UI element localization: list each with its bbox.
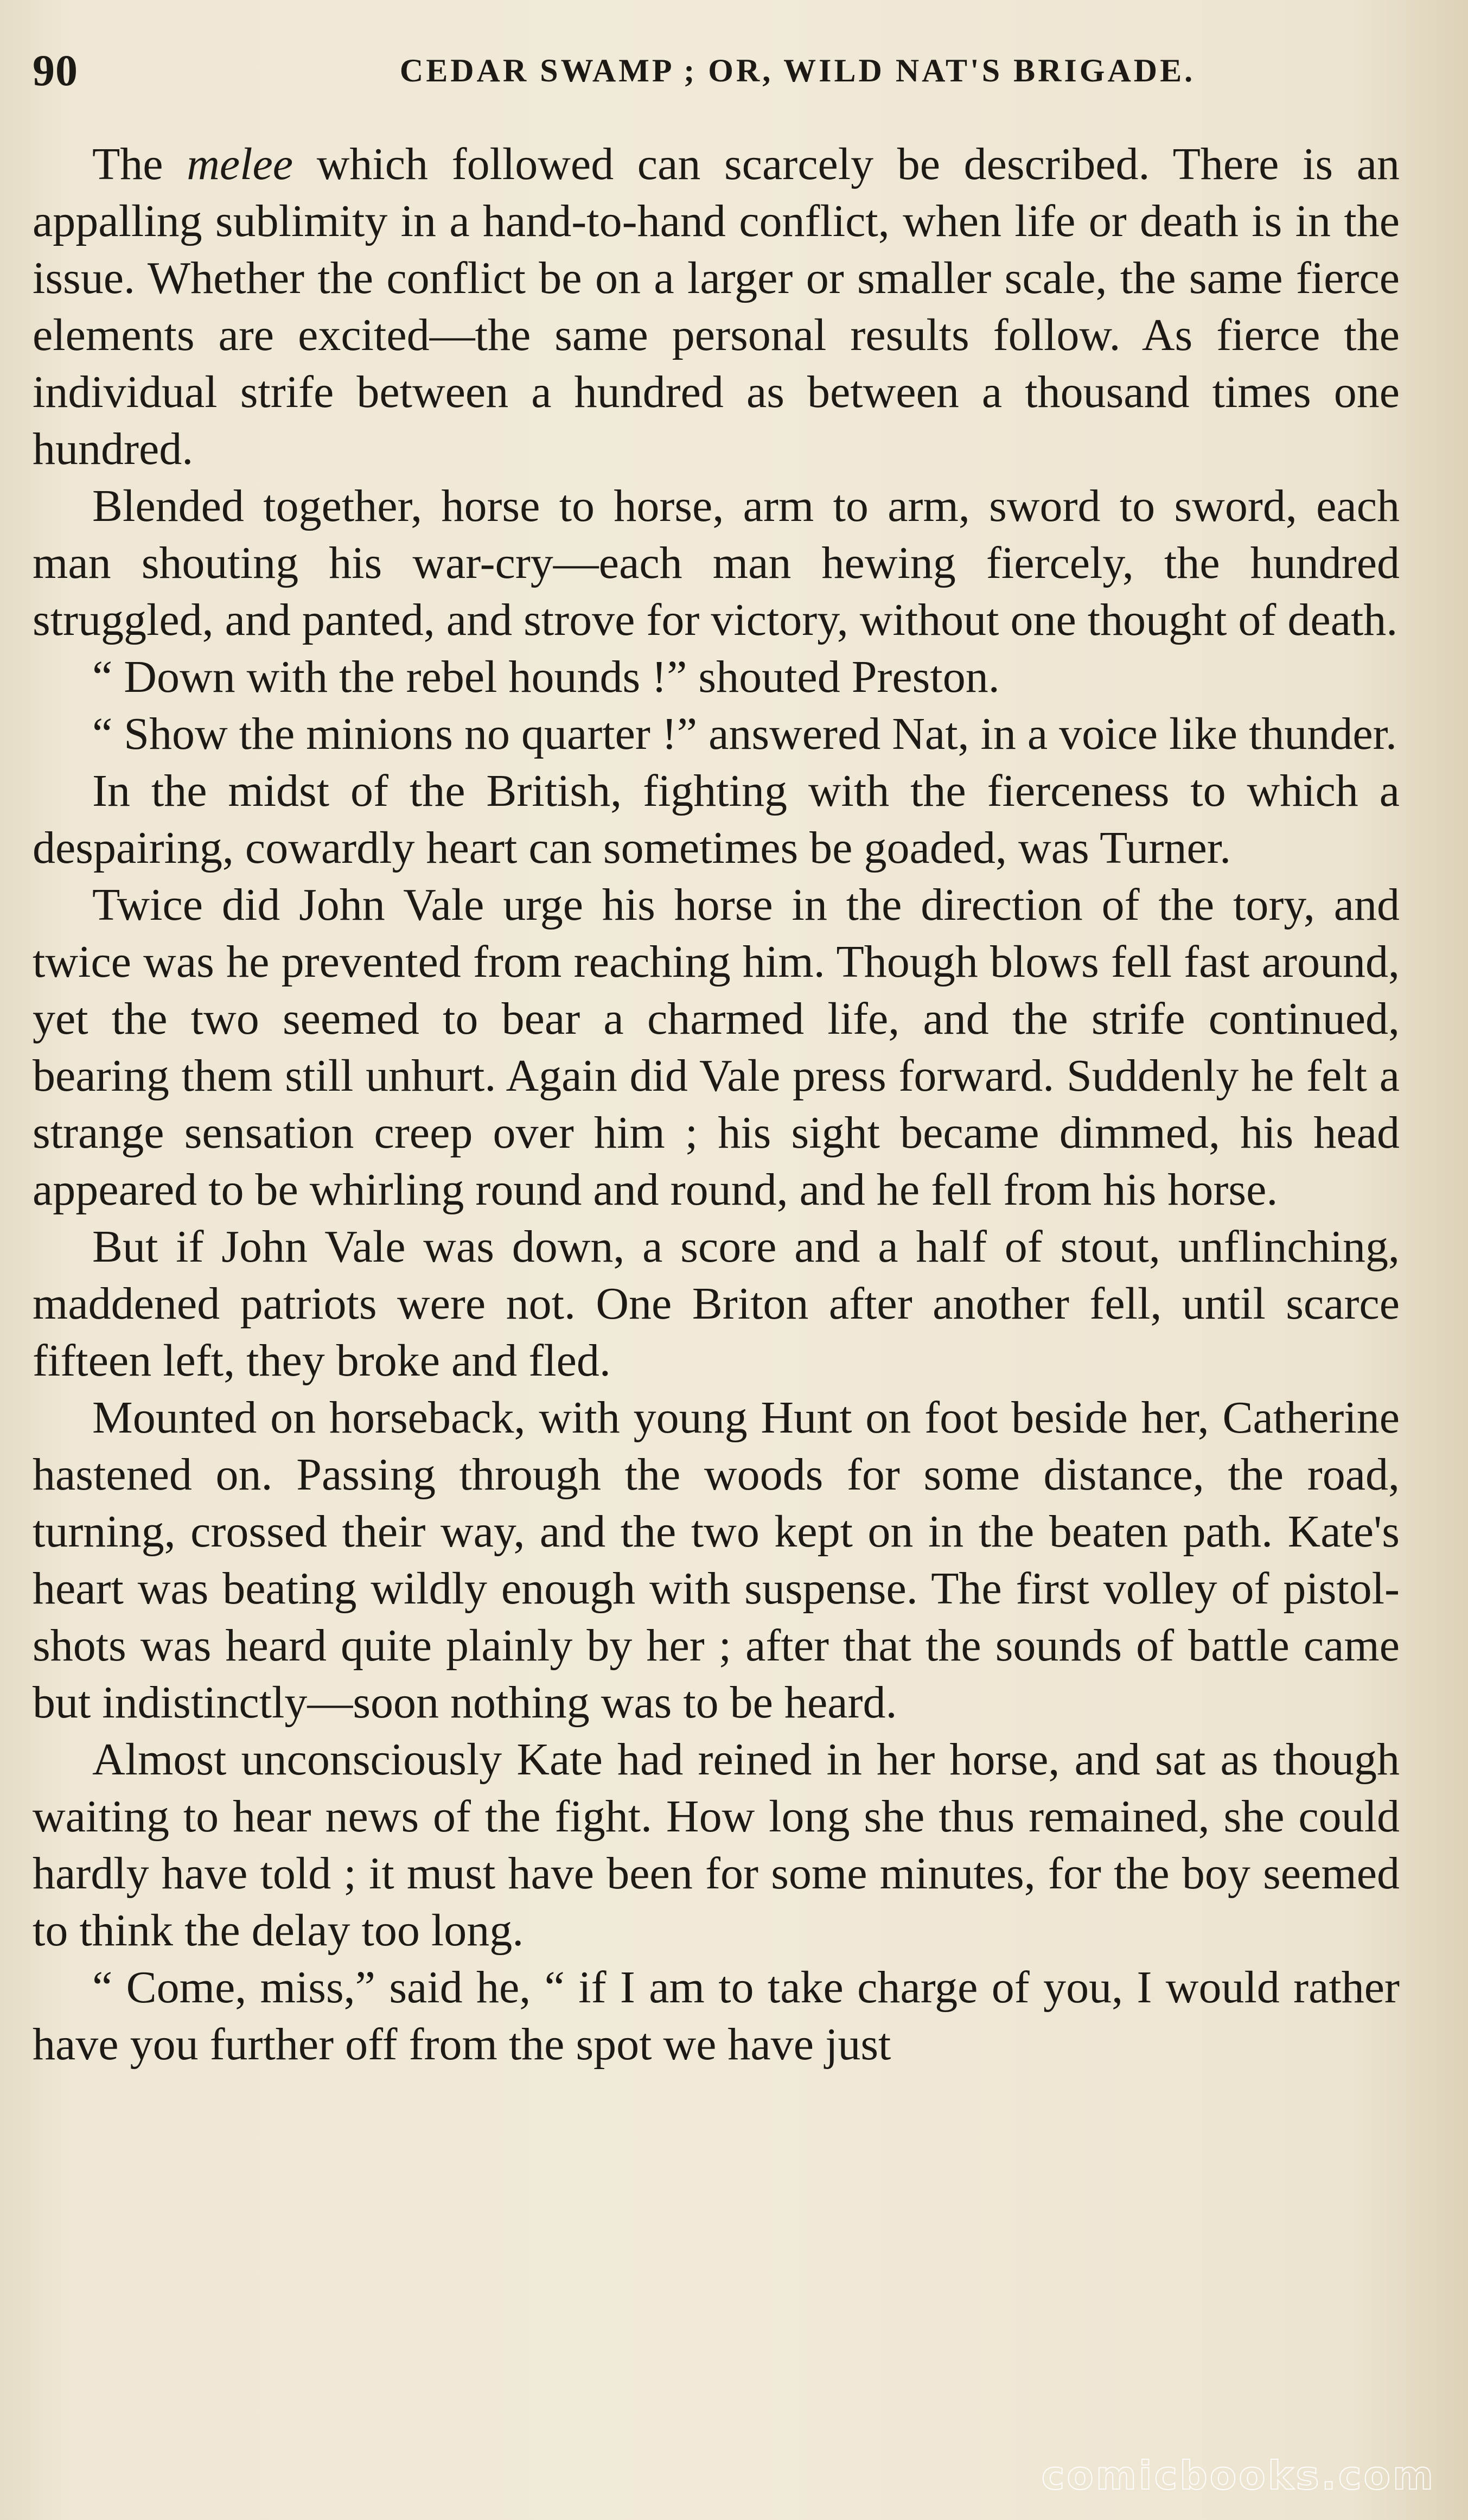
paragraph — [33, 136, 1400, 478]
paragraph: “ Show the minions no quarter !” answered Nat, in a voice like thunder. — [92, 709, 1397, 759]
paragraph-prefix: The — [92, 139, 187, 189]
page-number: 90 — [33, 46, 78, 95]
page-header — [33, 46, 1435, 95]
paragraph: Blended together, horse to horse, arm to arm, sword to sword, each man shouting his war-cry—each man hewing fiercely, the hundred struggled, and panted, and strove for victory, without one thought of death. — [33, 481, 1400, 645]
italic-word: melee — [187, 139, 293, 189]
paragraph: Almost unconsciously Kate had reined in her horse, and sat as though waiting to hear news of the fight. How long she thus remained, she could hardly have told ; it must have been for some minutes, for the boy seemed to think the delay too long. — [33, 1734, 1400, 1956]
paragraph: “ Come, miss,” said he, “ if I am to take charge of you, I would rather have you further off from the spot we have just — [33, 1962, 1400, 2070]
paragraph: In the midst of the British, fighting with the fierceness to which a despairing, cowardly heart can sometimes be goaded, was Turner. — [33, 766, 1400, 873]
watermark: comicbooks.com — [1041, 2453, 1435, 2498]
paragraph: Twice did John Vale urge his horse in the direction of the tory, and twice was he prevented from reaching him. Though blows fell fast around, yet the two seemed to bear a charmed life, and the strife continued, bearing them still unhurt. Again did Vale press forward. Suddenly he felt a strange sensation creep over him ; his sight became dimmed, his head appeared to be whirling round and round, and he fell from his horse. — [33, 880, 1400, 1215]
paragraph: Mounted on horseback, with young Hunt on foot beside her, Catherine hastened on. Passing through the woods for some distance, the road, turning, crossed their way, and the two kept on in the beaten path. Kate's heart was beating wildly enough with suspense. The first volley of pistol-shots was heard quite plainly by her ; after that the sounds of battle came but indistinctly—soon nothing was to be heard. — [33, 1392, 1400, 1728]
running-title: CEDAR SWAMP ; OR, WILD NAT'S BRIGADE. — [399, 53, 1196, 88]
paragraph: “ Down with the rebel hounds !” shouted Preston. — [92, 652, 1000, 702]
paragraph-text: which followed can scarcely be described. There is an appalling sublimity in a hand-to-hand conflict, when life or death is in the issue. Whether the conflict be on a larger or smaller scale, the same fierce elements are excited—the same personal results follow. As fierce the individual strife between a hundred as between a thousand times one hundred. — [33, 139, 1400, 474]
body-text — [33, 136, 1400, 2073]
paragraph: But if John Vale was down, a score and a half of stout, unflinching, maddened patriots were not. One Briton after another fell, until scarce fifteen left, they broke and fled. — [33, 1221, 1400, 1386]
